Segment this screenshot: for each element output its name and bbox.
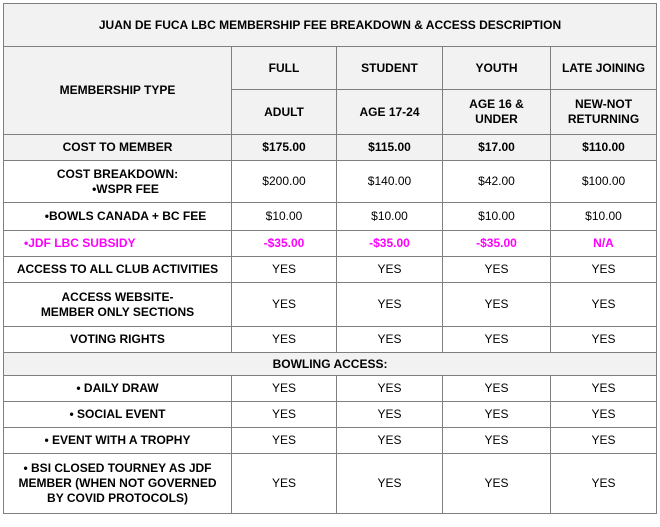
bsi-tourney-youth: YES bbox=[443, 454, 551, 514]
column-subheader-full: ADULT bbox=[232, 90, 337, 135]
wspr-fee-youth: $42.00 bbox=[443, 161, 551, 203]
membership-type-header: MEMBERSHIP TYPE bbox=[4, 47, 232, 135]
access-club-full: YES bbox=[232, 257, 337, 283]
access-club-late: YES bbox=[551, 257, 657, 283]
access-web-late: YES bbox=[551, 283, 657, 327]
voting-full: YES bbox=[232, 327, 337, 353]
subsidy-full: -$35.00 bbox=[232, 231, 337, 257]
membership-fee-table bbox=[3, 3, 657, 514]
trophy-event-full: YES bbox=[232, 428, 337, 454]
column-subheader-late-joining: NEW-NOT RETURNING bbox=[551, 90, 657, 135]
wspr-fee-student: $140.00 bbox=[337, 161, 443, 203]
table-row bbox=[4, 135, 657, 161]
row-label-breakdown: COST BREAKDOWN: •WSPR FEE bbox=[4, 161, 232, 203]
cost-full: $175.00 bbox=[232, 135, 337, 161]
daily-draw-youth: YES bbox=[443, 376, 551, 402]
row-label-voting: VOTING RIGHTS bbox=[4, 327, 232, 353]
row-label-access-web: ACCESS WEBSITE- MEMBER ONLY SECTIONS bbox=[4, 283, 232, 327]
bowls-fee-youth: $10.00 bbox=[443, 203, 551, 231]
voting-youth: YES bbox=[443, 327, 551, 353]
cost-late: $110.00 bbox=[551, 135, 657, 161]
column-header-late-joining: LATE JOINING bbox=[551, 47, 657, 90]
access-club-youth: YES bbox=[443, 257, 551, 283]
subsidy-late: N/A bbox=[551, 231, 657, 257]
column-header-full: FULL bbox=[232, 47, 337, 90]
bsi-tourney-full: YES bbox=[232, 454, 337, 514]
daily-draw-late: YES bbox=[551, 376, 657, 402]
table-row bbox=[4, 257, 657, 283]
cost-youth: $17.00 bbox=[443, 135, 551, 161]
access-web-youth: YES bbox=[443, 283, 551, 327]
table-row bbox=[4, 327, 657, 353]
bsi-tourney-late: YES bbox=[551, 454, 657, 514]
table-row bbox=[4, 231, 657, 257]
social-event-full: YES bbox=[232, 402, 337, 428]
table-row bbox=[4, 402, 657, 428]
column-subheader-youth: AGE 16 & UNDER bbox=[443, 90, 551, 135]
trophy-event-youth: YES bbox=[443, 428, 551, 454]
cost-student: $115.00 bbox=[337, 135, 443, 161]
table-row bbox=[4, 161, 657, 203]
access-web-student: YES bbox=[337, 283, 443, 327]
row-label-daily-draw: • DAILY DRAW bbox=[4, 376, 232, 402]
column-subheader-student: AGE 17-24 bbox=[337, 90, 443, 135]
table-row bbox=[4, 428, 657, 454]
table-row bbox=[4, 454, 657, 514]
row-label-subsidy: •JDF LBC SUBSIDY bbox=[4, 231, 232, 257]
bsi-tourney-student: YES bbox=[337, 454, 443, 514]
social-event-student: YES bbox=[337, 402, 443, 428]
table-row bbox=[4, 376, 657, 402]
row-label-access-club: ACCESS TO ALL CLUB ACTIVITIES bbox=[4, 257, 232, 283]
trophy-event-late: YES bbox=[551, 428, 657, 454]
subsidy-student: -$35.00 bbox=[337, 231, 443, 257]
table-title: JUAN DE FUCA LBC MEMBERSHIP FEE BREAKDOWN & ACCESS DESCRIPTION bbox=[4, 4, 657, 47]
voting-late: YES bbox=[551, 327, 657, 353]
column-header-student: STUDENT bbox=[337, 47, 443, 90]
table-row bbox=[4, 283, 657, 327]
wspr-fee-late: $100.00 bbox=[551, 161, 657, 203]
daily-draw-full: YES bbox=[232, 376, 337, 402]
social-event-late: YES bbox=[551, 402, 657, 428]
row-label-trophy-event: • EVENT WITH A TROPHY bbox=[4, 428, 232, 454]
access-club-student: YES bbox=[337, 257, 443, 283]
table-row bbox=[4, 203, 657, 231]
access-web-full: YES bbox=[232, 283, 337, 327]
bowls-fee-student: $10.00 bbox=[337, 203, 443, 231]
row-label-bowls: •BOWLS CANADA + BC FEE bbox=[4, 203, 232, 231]
bowling-access-header: BOWLING ACCESS: bbox=[4, 353, 657, 376]
bowls-fee-full: $10.00 bbox=[232, 203, 337, 231]
bowls-fee-late: $10.00 bbox=[551, 203, 657, 231]
row-label-social-event: • SOCIAL EVENT bbox=[4, 402, 232, 428]
voting-student: YES bbox=[337, 327, 443, 353]
daily-draw-student: YES bbox=[337, 376, 443, 402]
column-header-youth: YOUTH bbox=[443, 47, 551, 90]
wspr-fee-full: $200.00 bbox=[232, 161, 337, 203]
subsidy-youth: -$35.00 bbox=[443, 231, 551, 257]
trophy-event-student: YES bbox=[337, 428, 443, 454]
row-label-bsi-tourney: • BSI CLOSED TOURNEY AS JDF MEMBER (WHEN NOT GOVERNED BY COVID PROTOCOLS) bbox=[4, 454, 232, 514]
row-label-cost: COST TO MEMBER bbox=[4, 135, 232, 161]
section-row bbox=[4, 353, 657, 376]
social-event-youth: YES bbox=[443, 402, 551, 428]
